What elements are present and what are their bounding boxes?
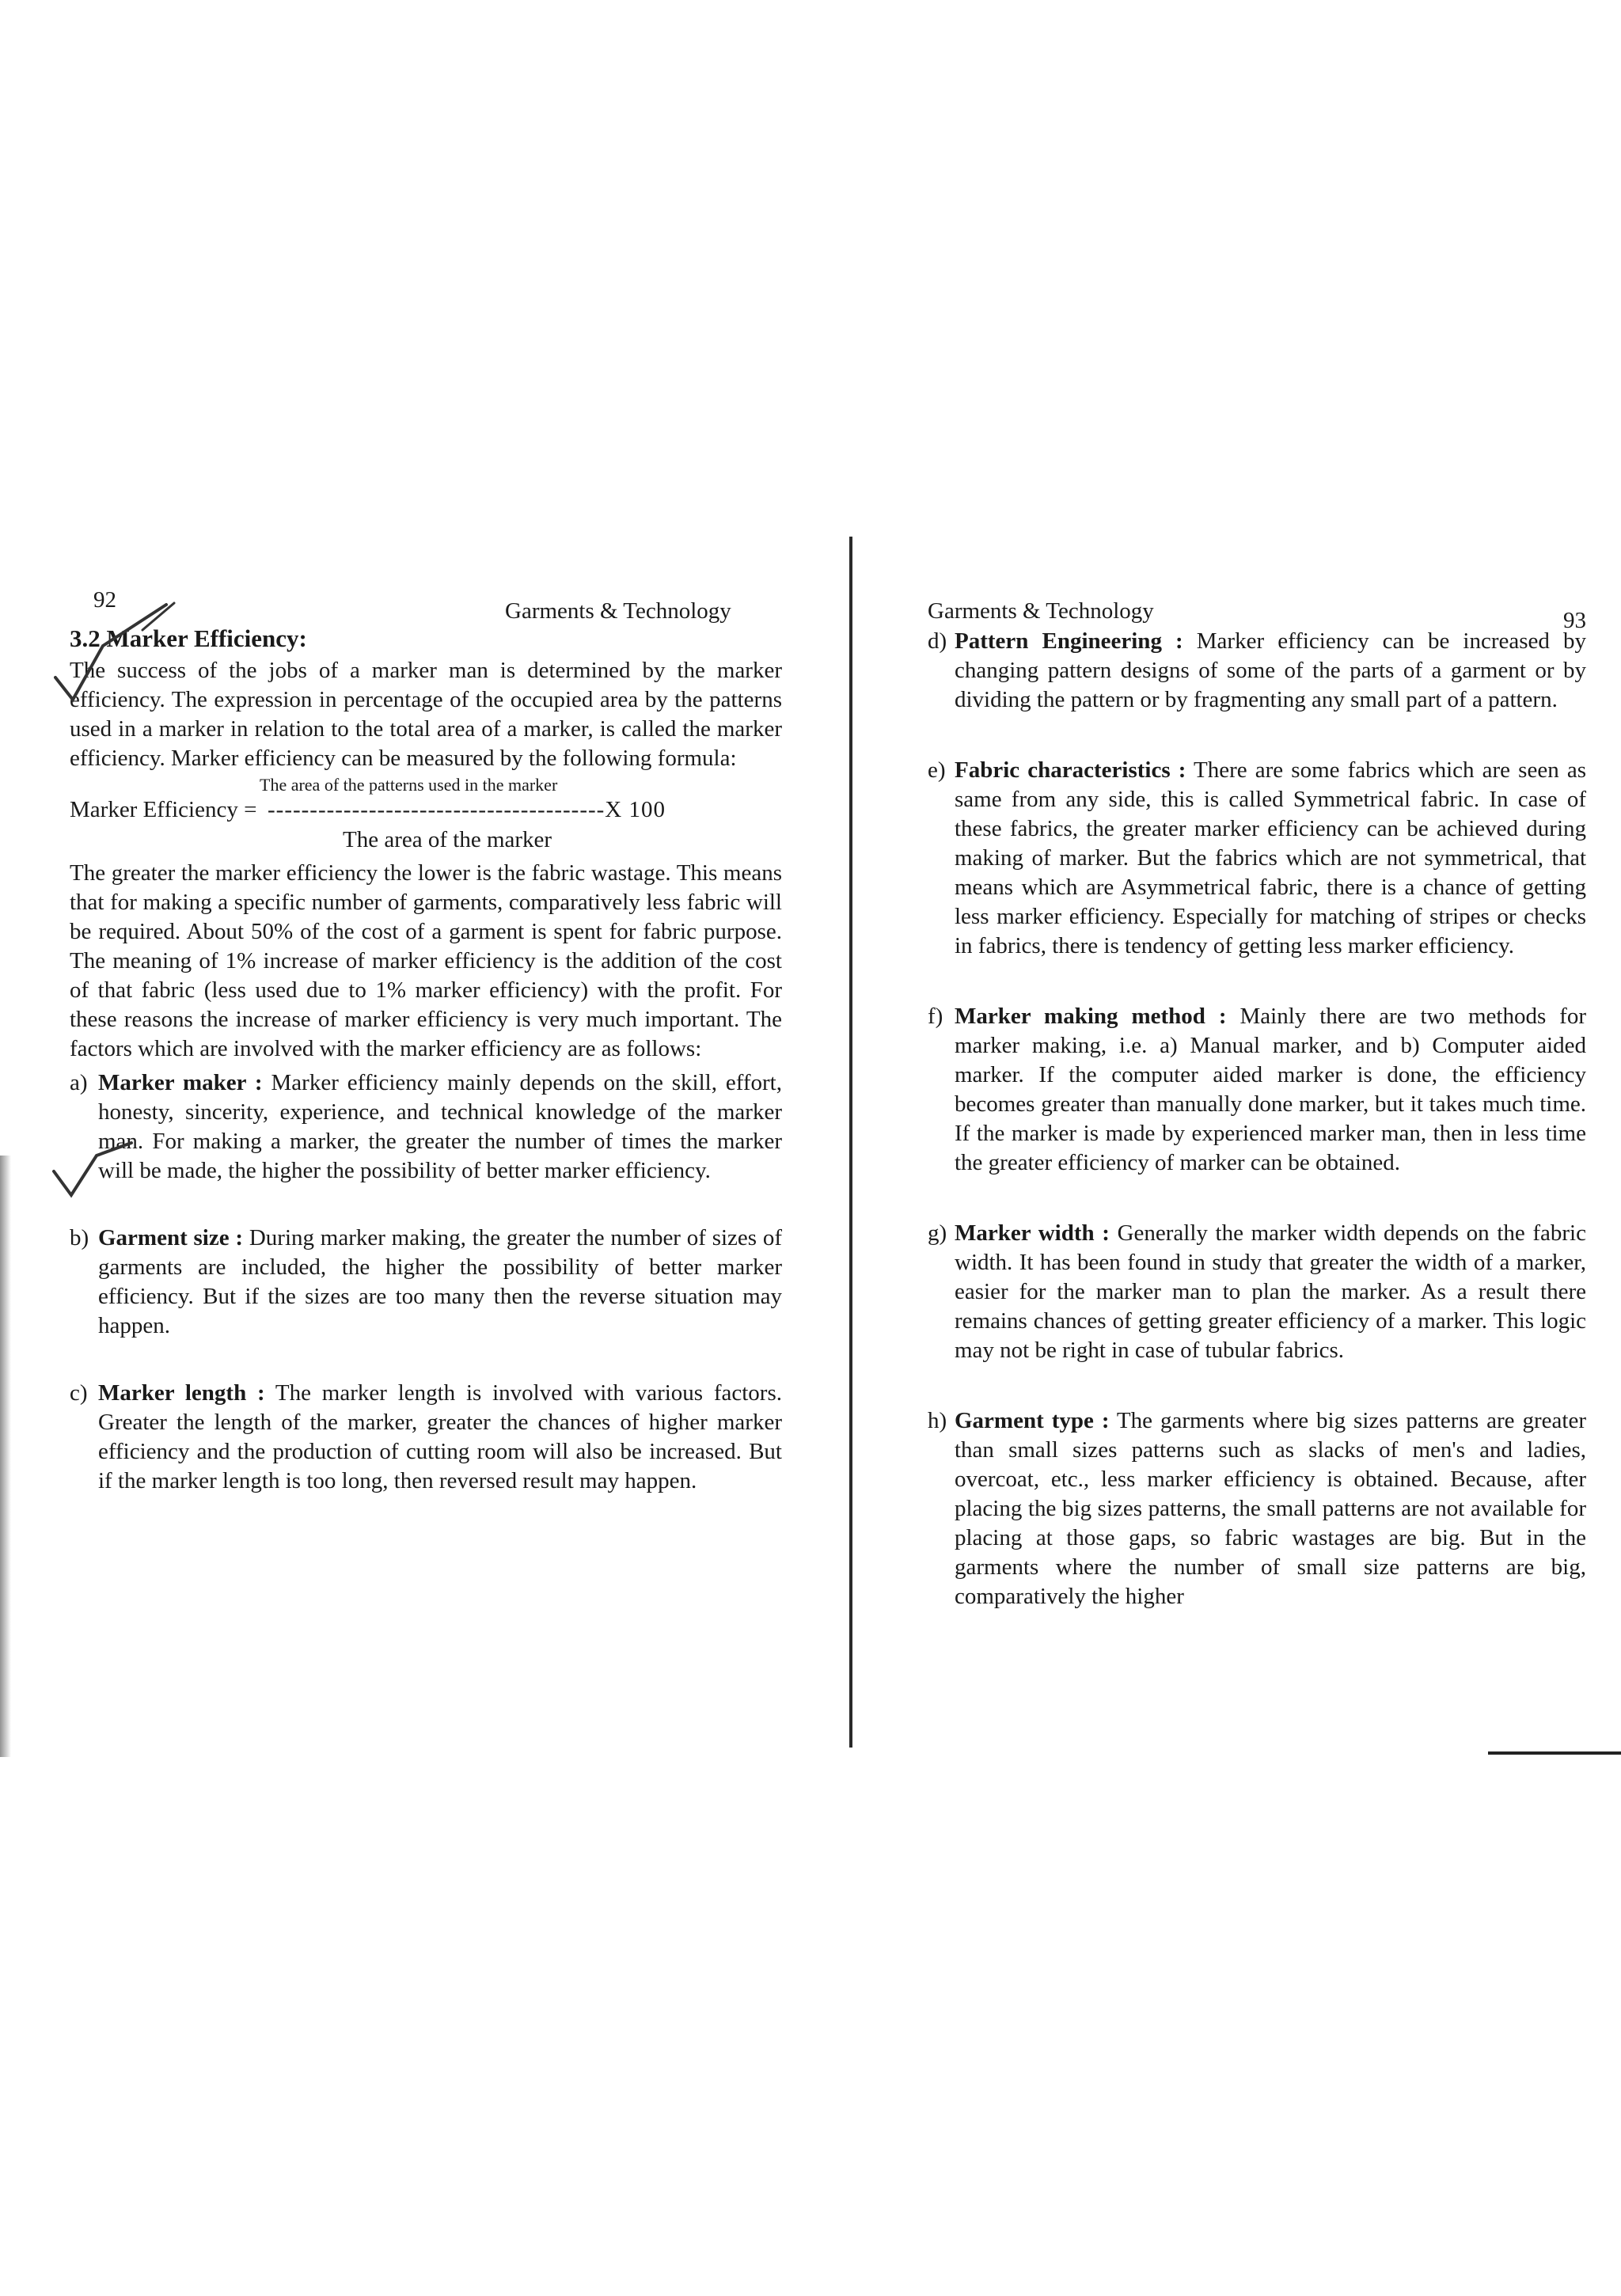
pencil-tick-mark-icon xyxy=(49,1140,144,1211)
item-label: d) xyxy=(928,628,947,654)
item-label: h) xyxy=(928,1408,947,1433)
item-text: Generally the marker width depends on the fabric width. It has been found in study that greater the width of a marker, easier for the marker man to plan the marker. As a result there remains chances of getting greater efficiency of a marker. This logic may not be right in case of tubular fabrics. xyxy=(955,1220,1586,1363)
formula-lhs: Marker Efficiency = xyxy=(70,797,257,822)
list-item-garment-type xyxy=(928,1406,1586,1611)
item-text: During marker making, the greater the number of sizes of garments are included, the higher the possibility of better marker efficiency. But if the sizes are too many then the reverse situation may happen. xyxy=(98,1225,782,1338)
right-page-number: 93 xyxy=(1563,608,1586,633)
item-label: e) xyxy=(928,757,946,783)
item-text: Mainly there are two methods for marker making, i.e. a) Manual marker, and b) Computer aided marker. If the computer aided marker is done, the efficiency becomes greater than manually done marker, but it takes much time. If the marker is made by experienced marker man, then in less time the greater efficiency of marker can be obtained. xyxy=(955,1004,1587,1175)
item-title: Marker maker : xyxy=(98,1070,263,1095)
item-title: Marker width : xyxy=(955,1220,1110,1246)
item-label: g) xyxy=(928,1220,947,1246)
list-item-marker-length xyxy=(70,1379,782,1496)
item-label: b) xyxy=(70,1225,89,1250)
item-title: Garment size : xyxy=(98,1225,244,1250)
efficiency-paragraph: The greater the marker efficiency the lower is the fabric wastage. This means that for making a specific number of garments, comparatively less fabric will be required. About 50% of the cost of a garment is spent for fabric purpose. The meaning of 1% increase of marker efficiency is the addition of the cost of that fabric (less used due to 1% marker efficiency) with the profit. For these reasons the increase of marker efficiency is very much important. The factors which are involved with the marker efficiency are as follows: xyxy=(70,860,782,1061)
right-page-header xyxy=(928,586,1586,633)
pencil-tick-mark-icon xyxy=(47,598,206,709)
page-spine-divider xyxy=(849,537,852,1748)
formula-fraction-line: ----------------------------------------X 100 xyxy=(268,797,666,822)
list-item-marker-width xyxy=(928,1219,1586,1365)
section-heading: 3.2 Marker Efficiency: xyxy=(70,624,307,652)
efficiency-formula xyxy=(70,775,782,857)
list-item-marker-maker xyxy=(70,1068,782,1186)
left-page xyxy=(70,586,782,1496)
right-running-head: Garments & Technology xyxy=(928,598,1154,624)
list-item-pattern-engineering xyxy=(928,627,1586,715)
item-title: Fabric characteristics : xyxy=(955,757,1186,783)
list-item-garment-size xyxy=(70,1224,782,1341)
page-edge-shadow xyxy=(0,1156,11,1757)
item-title: Pattern Engineering : xyxy=(955,628,1183,654)
item-title: Marker making method : xyxy=(955,1004,1227,1029)
right-page xyxy=(928,586,1586,1611)
left-running-head: Garments & Technology xyxy=(505,598,731,624)
item-text: Marker efficiency mainly depends on the skill, effort, honesty, sincerity, experience, and technical knowledge of the marker man. For making a marker, the greater the number of times the marker will be made, the higher the possibility of better marker efficiency. xyxy=(98,1070,782,1183)
item-label: f) xyxy=(928,1004,943,1029)
item-text: The garments where big sizes patterns are greater than small sizes patterns such as slacks of men's and ladies, overcoat, etc., less marker efficiency is obtained. Because, after placing the big sizes patterns, the small patterns are not available for placing at those gaps, so fabric wastages are big. But in the garments where the number of small size patterns are big, comparatively the higher xyxy=(955,1408,1586,1609)
item-label: a) xyxy=(70,1070,88,1095)
item-label: c) xyxy=(70,1380,88,1406)
item-title: Garment type : xyxy=(955,1408,1110,1433)
item-title: Marker length : xyxy=(98,1380,265,1406)
list-item-marker-making-method xyxy=(928,1002,1586,1178)
formula-numerator: The area of the patterns used in the marker xyxy=(260,775,558,795)
intro-paragraph: The success of the jobs of a marker man is determined by the marker efficiency. The expression in percentage of the occupied area by the patterns used in a marker in relation to the total area of a marker, is called the marker efficiency. Marker efficiency can be measured by the following formula: xyxy=(70,658,782,771)
formula-denominator: The area of the marker xyxy=(343,827,552,852)
item-text: Marker efficiency can be increased by changing pattern designs of some of the parts of a garment or by dividing the pattern or by fragmenting any small part of a pattern. xyxy=(955,628,1587,712)
left-page-number: 92 xyxy=(93,587,116,613)
bottom-edge-rule xyxy=(1488,1751,1621,1755)
item-text: There are some fabrics which are seen as same from any side, this is called Symmetrical fabric. In case of these fabrics, the greater marker efficiency can be achieved during making of marker. But the fabrics which are not symmetrical, that means which are Asymmetrical fabric, there is a chance of getting less marker efficiency. Especially for matching of stripes or checks in fabrics, there is tendency of getting less marker efficiency. xyxy=(955,757,1586,958)
item-text: The marker length is involved with various factors. Greater the length of the marker, greater the chances of higher marker efficiency and the production of cutting room will also be increased. But if the marker length is too long, then reversed result may happen. xyxy=(98,1380,783,1493)
list-item-fabric-characteristics xyxy=(928,756,1586,961)
